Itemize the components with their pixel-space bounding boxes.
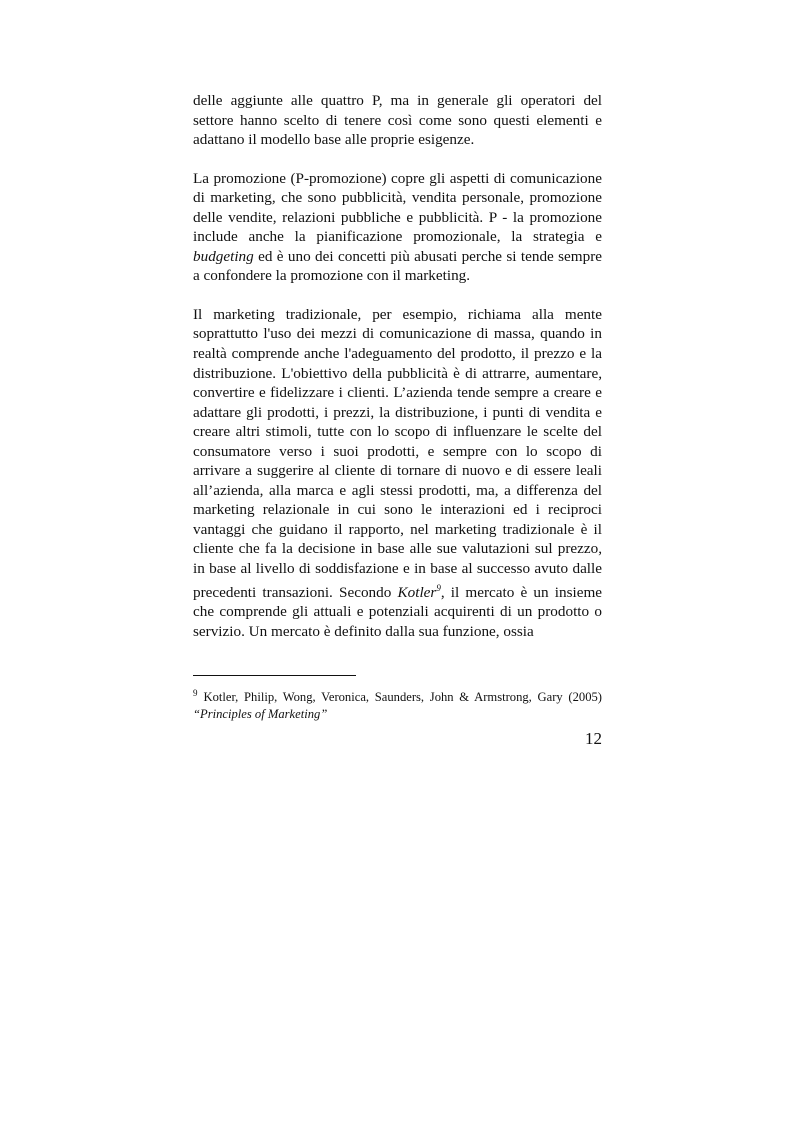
paragraph-3-text-a: Il marketing tradizionale, per esempio, richiama alla mente soprattutto l'uso dei mezzi di comunicazione di massa, quando in realtà comprende anche l'adeguamento del prodotto, il prezzo e la distribuzione. L'obiettivo della pubblicità è di attrarre, aumentare, convertire e fidelizzare i clienti. L’azienda tende sempre a creare e adattare gli prodotti, i prezzi, la distribuzione, i punti di vendita e creare altri stimoli, tutte con lo scopo di influenzare le scelte del consumatore verso i suoi prodotti, e sempre con lo scopo di arrivare a suggerire al cliente di tornare di nuovo e di essere leali all’azienda, alla marca e agli stessi prodotti, ma, a differenza del marketing relazionale in cui sono le interazioni ed i reciproci vantaggi che guidano il rapporto, nel marketing tradizionale è il cliente che fa la decisione in base alle sue valutazioni sul prezzo, in base al livello di soddisfazione e in base al successo avuto dalle precedenti transazioni. Secondo — [193, 305, 602, 601]
paragraph-3-text-b: , il mercato è un insieme che comprende gli attuali e potenziali acquirenti di un prodotto o servizio. Un mercato è definito dalla sua funzione, ossia — [193, 583, 602, 640]
page-body — [193, 91, 602, 641]
paragraph-1-text: delle aggiunte alle quattro P, ma in generale gli operatori del settore hanno scelto di tenere così come sono questi elementi e adattano il modello base alle proprie esigenze. — [193, 92, 602, 149]
footnote-divider — [193, 675, 356, 676]
paragraph-2-text-a: La promozione (P-promozione) copre gli aspetti di comunicazione di marketing, che sono pubblicità, vendita personale, promozione delle vendite, relazioni pubbliche e pubblicità. P - la promozione include anche la pianificazione promozionale, la strategia e — [193, 169, 602, 246]
paragraph-2-text-b: ed è uno dei concetti più abusati perche si tende sempre a confondere la promozione con il marketing. — [193, 247, 602, 285]
footnote-title: “Principles of Marketing” — [193, 707, 328, 721]
paragraph-3 — [193, 305, 602, 641]
paragraph-2-emphasis: budgeting — [193, 247, 254, 265]
paragraph-3-emphasis-kotler: Kotler — [397, 583, 437, 601]
paragraph-2 — [193, 169, 602, 286]
footnote-reference[interactable]: 9 — [436, 582, 441, 593]
footnote — [193, 685, 602, 723]
paragraph-1 — [193, 91, 602, 150]
footnote-text: Kotler, Philip, Wong, Veronica, Saunders, John & Armstrong, Gary (2005) — [203, 690, 602, 704]
page-number: 12 — [585, 729, 602, 748]
footnote-number: 9 — [193, 688, 198, 698]
